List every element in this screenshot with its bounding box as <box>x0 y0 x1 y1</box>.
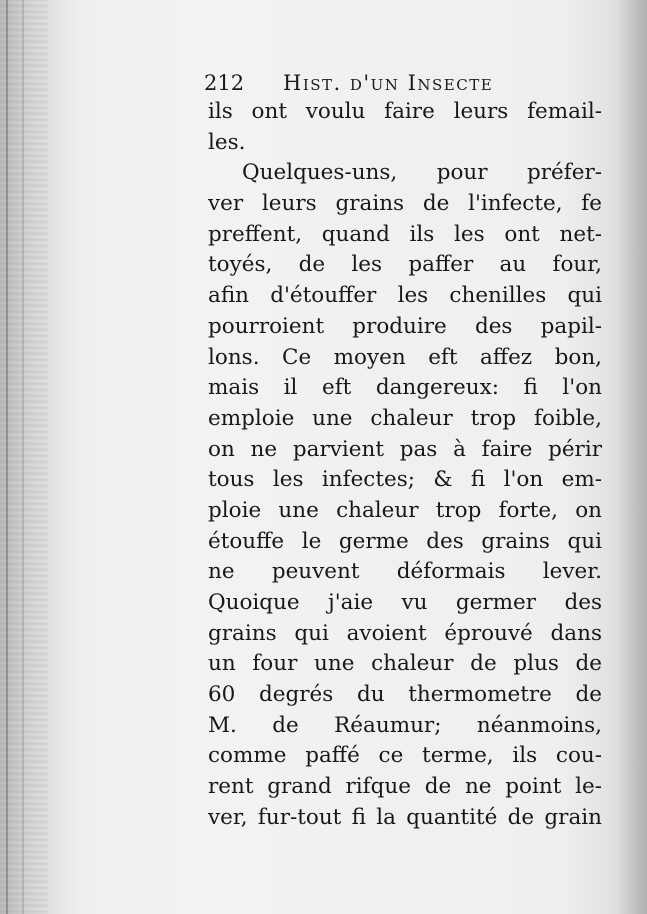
text-line: comme paffé ce terme, ils cou- <box>208 743 602 769</box>
text-line: Quoique j'aie vu germer des <box>208 590 602 615</box>
text-line: ver, fur-tout fi la quantité de grain <box>208 804 602 830</box>
text-line: ver leurs grains de l'infecte, fe <box>208 191 602 217</box>
text-line: Quelques-uns, pour préfer- <box>242 160 602 186</box>
text-line: grains qui avoient éprouvé dans <box>208 620 602 646</box>
text-line: toyés, de les paffer au four, <box>208 252 602 278</box>
text-line: pourroient produire des papil- <box>208 313 602 339</box>
text-line: étouffe le germe des grains qui <box>208 528 602 554</box>
text-line: afin d'étouffer les chenilles qui <box>208 283 602 309</box>
text-line: lons. Ce moyen eft affez bon, <box>208 344 602 370</box>
running-head <box>204 66 624 100</box>
spine-edge <box>22 0 24 914</box>
text-line: ils ont voulu faire leurs femail- <box>208 99 602 124</box>
text-line: ne peuvent déformais lever. <box>208 559 602 585</box>
page-edge-shadow <box>617 0 647 914</box>
text-line: on ne parvient pas à faire périr <box>208 436 602 462</box>
text-line: emploie une chaleur trop foible, <box>208 405 602 431</box>
body-text <box>208 97 602 834</box>
text-line: tous les infectes; & fi l'on em- <box>208 467 602 493</box>
text-line: ploie une chaleur trop forte, on <box>208 497 602 523</box>
page-number: 212 <box>204 71 245 95</box>
text-line: rent grand rifque de ne point le- <box>208 774 602 800</box>
running-title: Hist. d'un Insecte <box>283 71 494 95</box>
text-line: un four une chaleur de plus de <box>208 651 602 677</box>
text-line: les. <box>208 129 246 155</box>
spine-edge <box>6 0 8 914</box>
text-line: mais il eft dangereux: fi l'on <box>208 375 602 401</box>
text-line: M. de Réaumur; néanmoins, <box>208 712 602 738</box>
text-line: preffent, quand ils les ont net- <box>208 221 602 247</box>
text-line: 60 degrés du thermometre de <box>208 682 602 708</box>
